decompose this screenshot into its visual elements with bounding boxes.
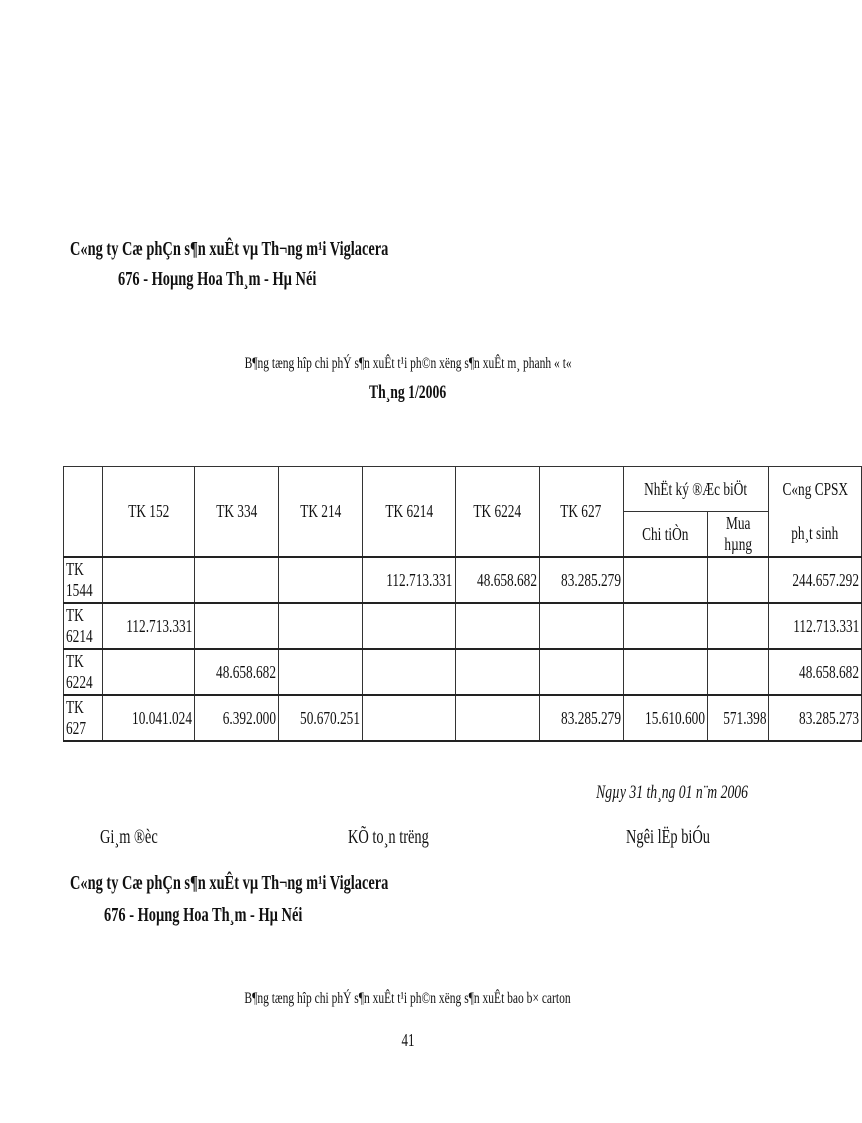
- table-cell: 10.041.024: [103, 695, 195, 741]
- column-header: TK 152: [103, 467, 195, 558]
- table-cell: [455, 603, 539, 649]
- table-cell: 112.713.331: [363, 557, 455, 603]
- table-cell: 571.398: [707, 695, 769, 741]
- table-cell: 15.610.600: [623, 695, 707, 741]
- table-cell: [195, 557, 279, 603]
- column-header: TK 6214: [363, 467, 455, 558]
- table-cell: 48.658.682: [455, 557, 539, 603]
- signer-chief-accountant: KÕ to¸n trëng: [348, 826, 429, 848]
- table-cell: [363, 603, 455, 649]
- page-number: 41: [401, 1030, 415, 1050]
- sub-header: Chi tiÒn: [623, 512, 707, 558]
- report-date: Ngµy 31 th¸ng 01 n¨m 2006: [596, 782, 748, 803]
- company-name: C«ng ty Cæ phÇn s¶n xuÊt vµ Th¬ng m¹i Viglacera: [70, 238, 389, 260]
- table-cell: 112.713.331: [103, 603, 195, 649]
- table-cell: [539, 649, 623, 695]
- table-row: [64, 649, 862, 695]
- table-row: [64, 557, 862, 603]
- table-cell: [707, 649, 769, 695]
- table-cell: [707, 557, 769, 603]
- table-header-row: [64, 467, 862, 512]
- column-header: TK 627: [539, 467, 623, 558]
- table-cell: [623, 649, 707, 695]
- row-label: TK 627: [64, 695, 103, 741]
- table-cell: 83.285.279: [539, 557, 623, 603]
- table-row: [64, 603, 862, 649]
- table-cell: [455, 695, 539, 741]
- table-cell: [195, 603, 279, 649]
- table-row: [64, 695, 862, 741]
- table-cell: 6.392.000: [195, 695, 279, 741]
- table-cell: 83.285.273: [769, 695, 862, 741]
- report-title: B¶ng tæng hîp chi phÝ s¶n xuÊt t¹i ph©n xëng s¶n xuÊt m¸ phanh « t«: [244, 355, 572, 372]
- table-cell: [103, 557, 195, 603]
- row-label: TK 1544: [64, 557, 103, 603]
- total-header-top: C«ng CPSX: [769, 467, 862, 512]
- company-name: C«ng ty Cæ phÇn s¶n xuÊt vµ Th¬ng m¹i Viglacera: [70, 872, 389, 894]
- table-cell: [279, 557, 363, 603]
- table-cell: 83.285.279: [539, 695, 623, 741]
- row-label: TK 6214: [64, 603, 103, 649]
- table-cell: 48.658.682: [769, 649, 862, 695]
- group-header-special-journal: NhËt ký ®Æc biÖt: [623, 467, 769, 512]
- table-cell: [539, 603, 623, 649]
- table-cell: 244.657.292: [769, 557, 862, 603]
- table-cell: [279, 649, 363, 695]
- column-header: TK 6224: [455, 467, 539, 558]
- table-cell: [363, 649, 455, 695]
- company-address: 676 - Hoµng Hoa Th¸m - Hµ Néi: [104, 904, 303, 926]
- header-corner-cell: [64, 467, 103, 558]
- table-cell: [279, 603, 363, 649]
- table-cell: 48.658.682: [195, 649, 279, 695]
- row-label: TK 6224: [64, 649, 103, 695]
- table-cell: [623, 557, 707, 603]
- report-period: Th¸ng 1/2006: [369, 382, 447, 403]
- table-cell: [363, 695, 455, 741]
- table-cell: [623, 603, 707, 649]
- table-cell: 50.670.251: [279, 695, 363, 741]
- total-header-bottom: ph¸t sinh: [769, 512, 862, 558]
- sub-header: Mua hµng: [707, 512, 769, 558]
- company-address: 676 - Hoµng Hoa Th¸m - Hµ Néi: [118, 268, 317, 290]
- report-title: B¶ng tæng hîp chi phÝ s¶n xuÊt t¹i ph©n xëng s¶n xuÊt bao b× carton: [244, 990, 572, 1007]
- column-header: TK 214: [279, 467, 363, 558]
- table-cell: [103, 649, 195, 695]
- signer-preparer: Ngêi lËp biÓu: [626, 826, 710, 848]
- signer-director: Gi¸m ®èc: [100, 826, 158, 848]
- table-cell: [707, 603, 769, 649]
- table-cell: [455, 649, 539, 695]
- table-cell: 112.713.331: [769, 603, 862, 649]
- cost-summary-table: [63, 466, 862, 742]
- column-header: TK 334: [195, 467, 279, 558]
